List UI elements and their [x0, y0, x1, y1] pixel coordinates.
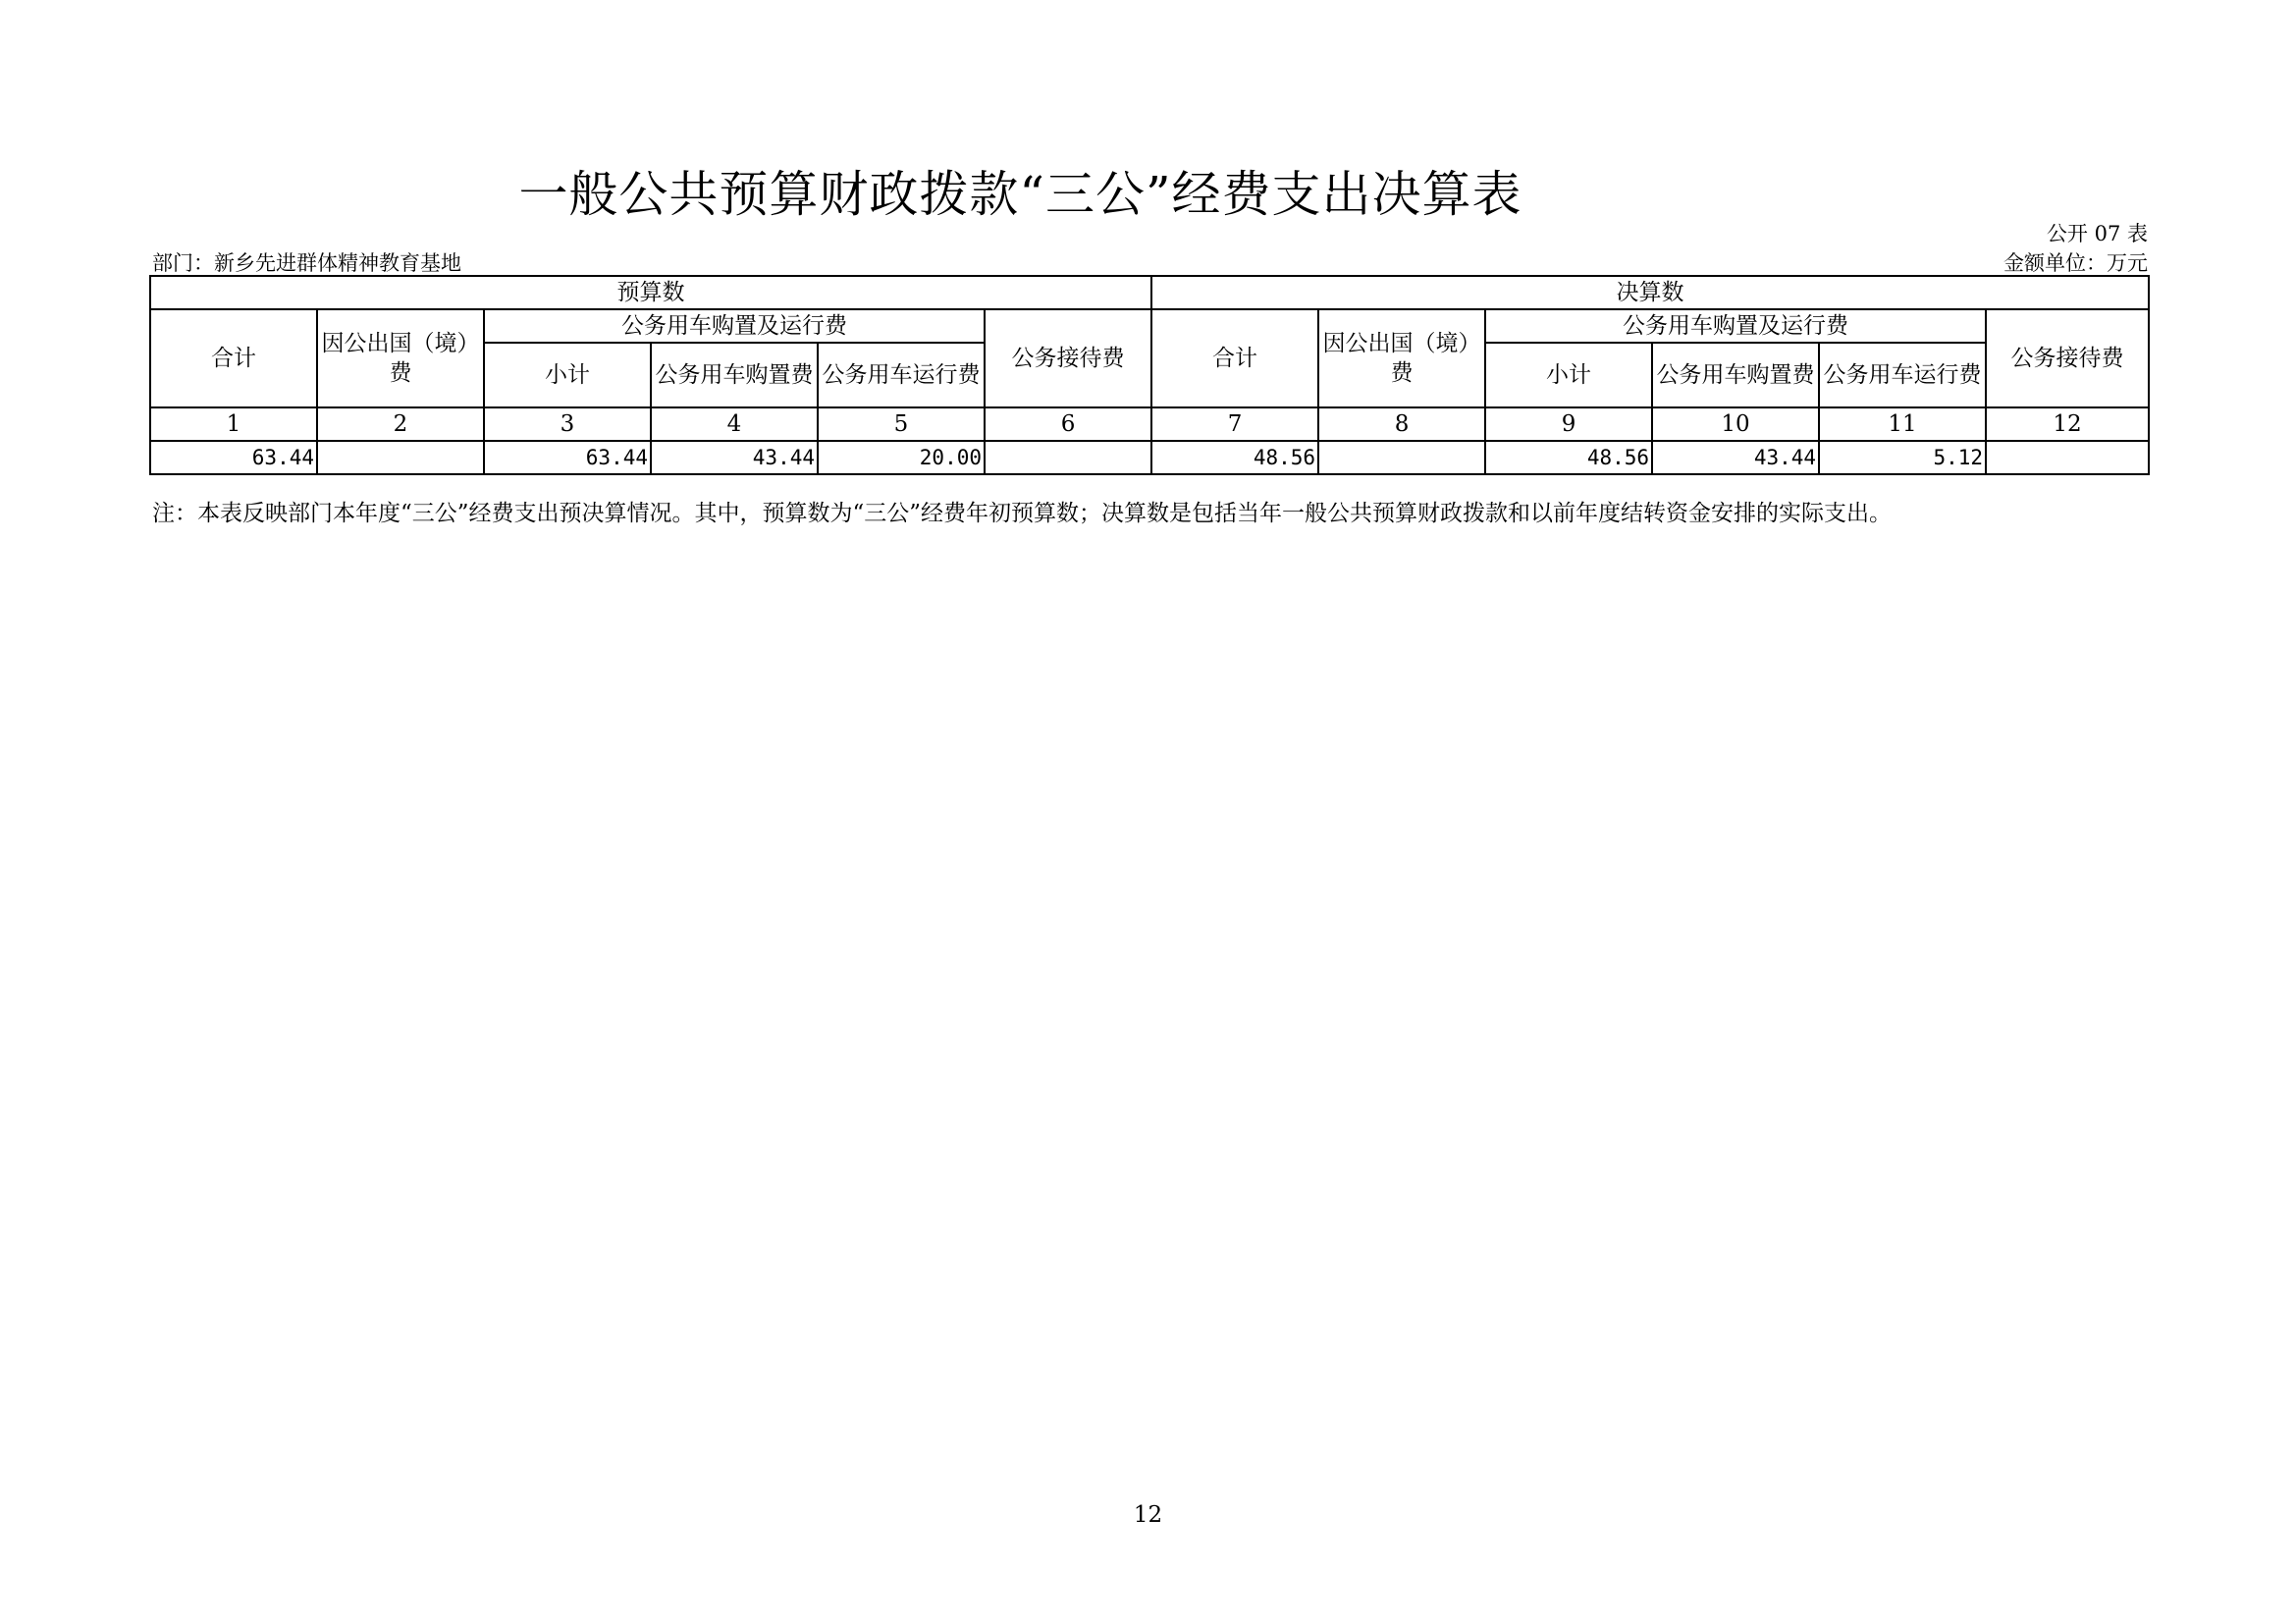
- value-cell: 5.12: [1819, 441, 1986, 474]
- index-cell: 9: [1485, 407, 1652, 441]
- index-cell: 4: [651, 407, 818, 441]
- header-row-groups: [150, 276, 2149, 309]
- page-number: 12: [1133, 1502, 1163, 1528]
- index-cell: 11: [1819, 407, 1986, 441]
- index-cell: 3: [484, 407, 651, 441]
- column-index-row: [150, 407, 2149, 441]
- final-total-header: 合计: [1151, 309, 1318, 407]
- index-cell: 8: [1318, 407, 1485, 441]
- index-cell: 5: [818, 407, 985, 441]
- three-public-expenses-table: [149, 275, 2150, 475]
- budget-vehicle-purchase-header: 公务用车购置费: [651, 343, 818, 407]
- value-cell: 63.44: [484, 441, 651, 474]
- index-cell: 6: [985, 407, 1151, 441]
- department-label: 部门：新乡先进群体精神教育基地: [152, 251, 461, 275]
- budget-vehicle-operation-header: 公务用车运行费: [818, 343, 985, 407]
- budget-vehicle-header: 公务用车购置及运行费: [484, 309, 985, 343]
- header-row-categories: [150, 309, 2149, 343]
- value-cell: 48.56: [1151, 441, 1318, 474]
- budget-reception-header: 公务接待费: [985, 309, 1151, 407]
- form-number: 公开 07 表: [2046, 222, 2148, 245]
- final-abroad-header: 因公出国（境）费: [1318, 309, 1485, 407]
- index-cell: 2: [317, 407, 484, 441]
- index-cell: 1: [150, 407, 317, 441]
- value-cell: 43.44: [651, 441, 818, 474]
- value-cell: [1986, 441, 2149, 474]
- value-cell: [1318, 441, 1485, 474]
- value-row: [150, 441, 2149, 474]
- value-cell: [985, 441, 1151, 474]
- value-cell: 20.00: [818, 441, 985, 474]
- final-vehicle-operation-header: 公务用车运行费: [1819, 343, 1986, 407]
- final-vehicle-header: 公务用车购置及运行费: [1485, 309, 1986, 343]
- final-reception-header: 公务接待费: [1986, 309, 2149, 407]
- page-title: 一般公共预算财政拨款“三公”经费支出决算表: [518, 166, 1522, 223]
- index-cell: 7: [1151, 407, 1318, 441]
- budget-abroad-header: 因公出国（境）费: [317, 309, 484, 407]
- final-subtotal-header: 小计: [1485, 343, 1652, 407]
- final-vehicle-purchase-header: 公务用车购置费: [1652, 343, 1819, 407]
- value-cell: [317, 441, 484, 474]
- index-cell: 10: [1652, 407, 1819, 441]
- budget-subtotal-header: 小计: [484, 343, 651, 407]
- value-cell: 63.44: [150, 441, 317, 474]
- budget-group-header: 预算数: [150, 276, 1151, 309]
- index-cell: 12: [1986, 407, 2149, 441]
- unit-label: 金额单位：万元: [2003, 251, 2148, 275]
- value-cell: 43.44: [1652, 441, 1819, 474]
- footnote: 注：本表反映部门本年度“三公”经费支出预决算情况。其中，预算数为“三公”经费年初预算数；决算数是包括当年一般公共预算财政拨款和以前年度结转资金安排的实际支出。: [152, 501, 1893, 526]
- value-cell: 48.56: [1485, 441, 1652, 474]
- final-group-header: 决算数: [1151, 276, 2149, 309]
- budget-total-header: 合计: [150, 309, 317, 407]
